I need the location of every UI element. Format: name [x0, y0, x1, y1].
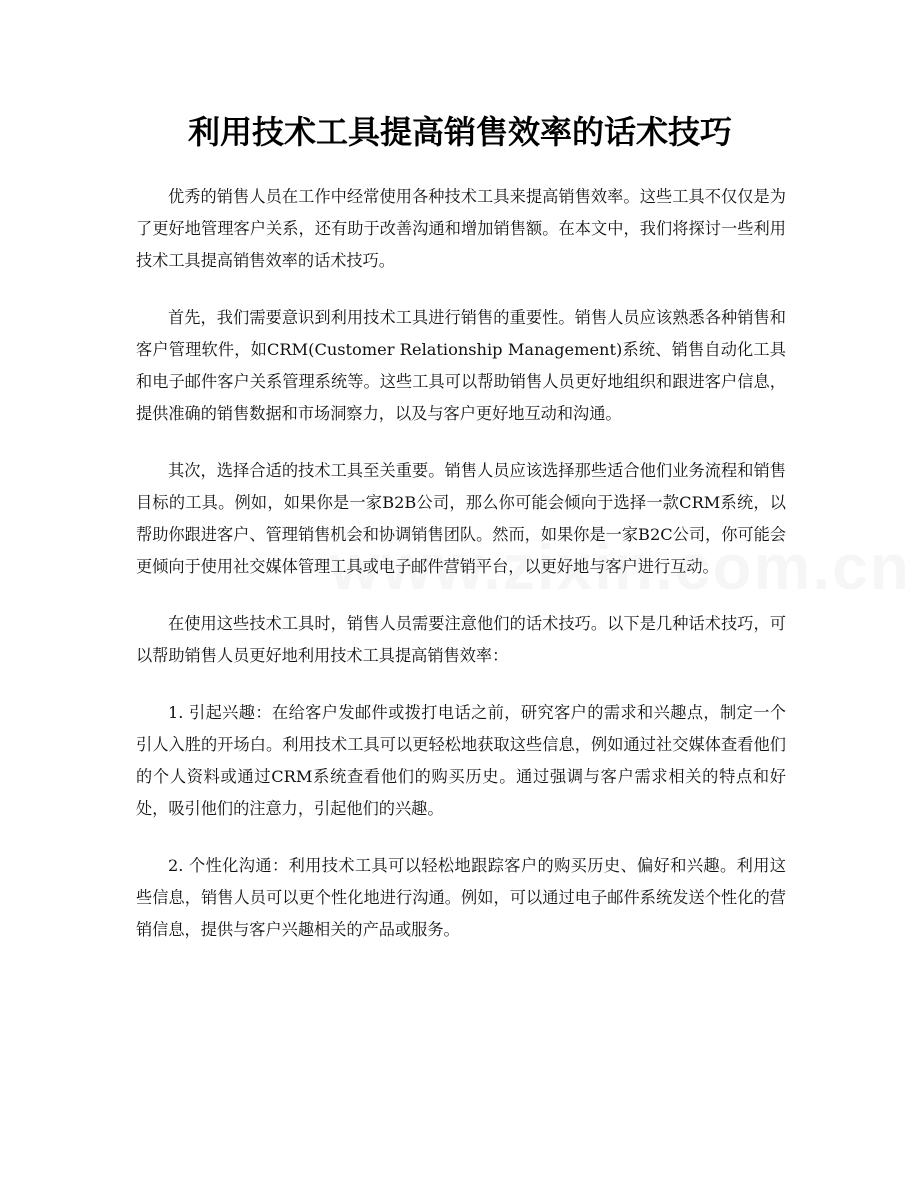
- paragraph-first: 首先，我们需要意识到利用技术工具进行销售的重要性。销售人员应该熟悉各种销售和客户管理软件，如CRM(Customer Relationship Management)系统、销售自动化工具和电子邮件客户关系管理系统等。这些工具可以帮助销售人员更好地组织和跟进客户信息，提供准确的销售数据和市场洞察力，以及与客户更好地互动和沟通。: [136, 308, 786, 423]
- document-title: 利用技术工具提高销售效率的话术技巧: [187, 113, 732, 151]
- paragraph-techniques-intro: 在使用这些技术工具时，销售人员需要注意他们的话术技巧。以下是几种话术技巧，可以帮助销售人员更好地利用技术工具提高销售效率：: [136, 614, 786, 665]
- paragraph-second: 其次，选择合适的技术工具至关重要。销售人员应该选择那些适合他们业务流程和销售目标的工具。例如，如果你是一家B2B公司，那么你可能会倾向于选择一款CRM系统，以帮助你跟进客户、管理销售机会和协调销售团队。然而，如果你是一家B2C公司，你可能会更倾向于使用社交媒体管理工具或电子邮件营销平台，以更好地与客户进行互动。: [136, 461, 786, 576]
- document-body: [136, 181, 786, 971]
- paragraph-intro: 优秀的销售人员在工作中经常使用各种技术工具来提高销售效率。这些工具不仅仅是为了更好地管理客户关系，还有助于改善沟通和增加销售额。在本文中，我们将探讨一些利用技术工具提高销售效率的话术技巧。: [136, 187, 786, 270]
- paragraph-technique-2: 2. 个性化沟通：利用技术工具可以轻松地跟踪客户的购买历史、偏好和兴趣。利用这些信息，销售人员可以更个性化地进行沟通。例如，可以通过电子邮件系统发送个性化的营销信息，提供与客户兴趣相关的产品或服务。: [136, 856, 786, 939]
- paragraph-technique-1: 1. 引起兴趣：在给客户发邮件或拨打电话之前，研究客户的需求和兴趣点，制定一个引人入胜的开场白。利用技术工具可以更轻松地获取这些信息，例如通过社交媒体查看他们的个人资料或通过CRM系统查看他们的购买历史。通过强调与客户需求相关的特点和好处，吸引他们的注意力，引起他们的兴趣。: [136, 703, 786, 818]
